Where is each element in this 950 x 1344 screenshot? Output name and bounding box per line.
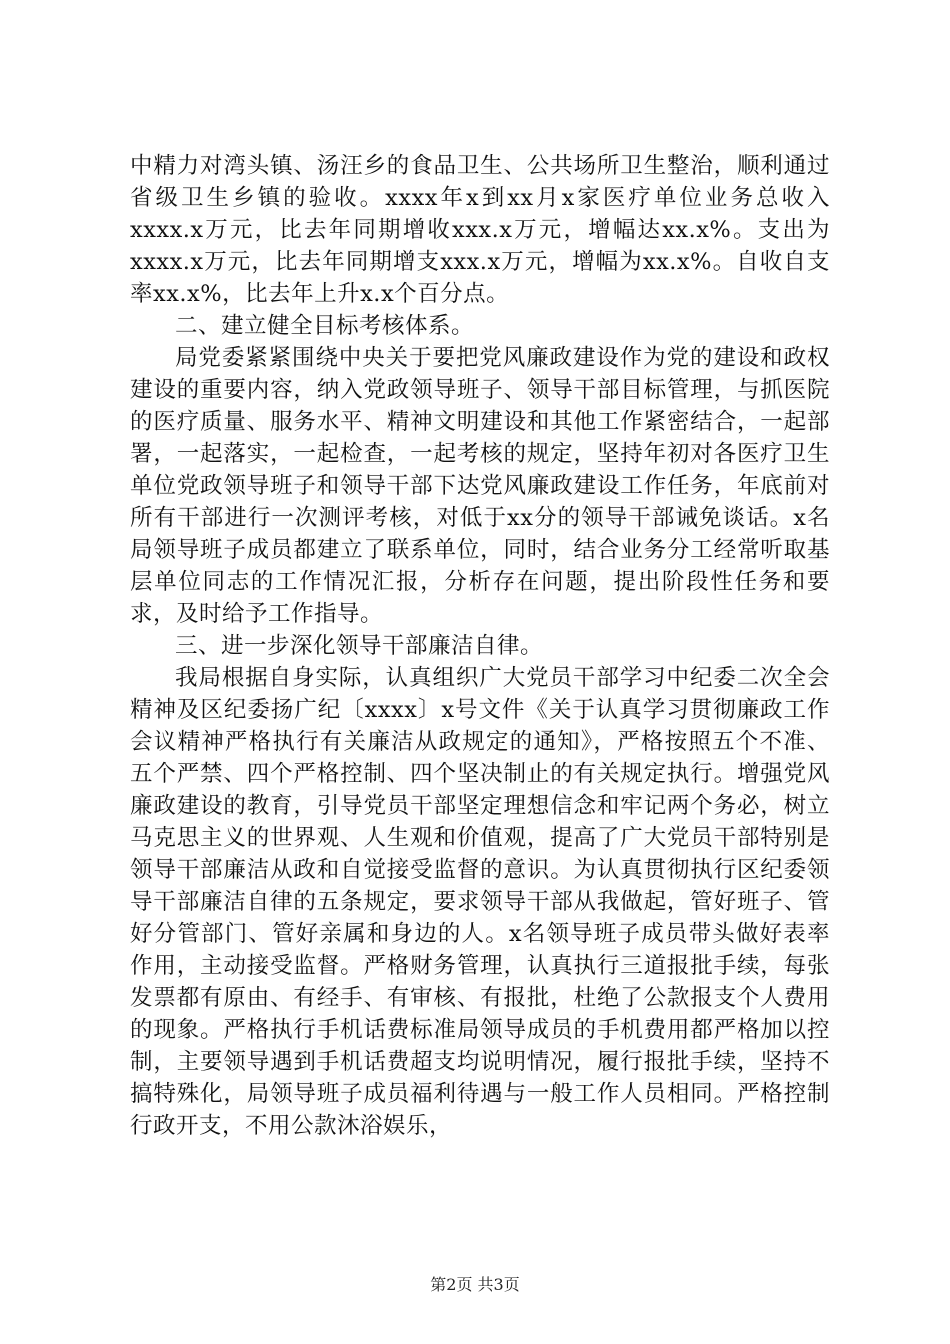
paragraph-target-assessment: 局党委紧紧围绕中央关于要把党风廉政建设作为党的建设和政权建设的重要内容，纳入党政领导班子、领导干部目标管理，与抓医院的医疗质量、服务水平、精神文明建设和其他工作紧密结合，一起部署，一起落实，一起检查，一起考核的规定，坚持年初对各医疗卫生单位党政领导班子和领导干部下达党风廉政建设工作任务，年底前对所有干部进行一次测评考核，对低于xx分的领导干部诫免谈话。x名局领导班子成员都建立了联系单位，同时，结合业务分工经常听取基层单位同志的工作情况汇报，分析存在问题，提出阶段性任务和要求，及时给予工作指导。 (130, 345, 830, 627)
section-heading-2: 二、建立健全目标考核体系。 (175, 313, 475, 339)
paragraph-continuation: 中精力对湾头镇、汤汪乡的食品卫生、公共场所卫生整治，顺利通过省级卫生乡镇的验收。xxxx年x到xx月x家医疗单位业务总收入xxxx.x万元，比去年同期增收xxx.x万元，增幅达xx.x%。支出为xxxx.x万元，比去年同期增支xxx.x万元，增幅为xx.x%。自收自支率xx.x%，比去年上升x.x个百分点。 (130, 153, 830, 307)
paragraph-self-discipline: 我局根据自身实际，认真组织广大党员干部学习中纪委二次全会精神及区纪委扬广纪〔xxxx〕x号文件《关于认真学习贯彻廉政工作会议精神严格执行有关廉洁从政规定的通知》，严格按照五个不准、五个严禁、四个严格控制、四个坚决制止的有关规定执行。增强党风廉政建设的教育，引导党员干部坚定理想信念和牢记两个务必，树立马克思主义的世界观、人生观和价值观，提高了广大党员干部特别是领导干部廉洁从政和自觉接受监督的意识。为认真贯彻执行区纪委领导干部廉洁自律的五条规定，要求领导干部从我做起，管好班子、管好分管部门、管好亲属和身边的人。x名领导班子成员带头做好表率作用，主动接受监督。严格财务管理，认真执行三道报批手续，每张发票都有原由、有经手、有审核、有报批，杜绝了公款报支个人费用的现象。严格执行手机话费标准局领导成员的手机费用都严格加以控制，主要领导遇到手机话费超支均说明情况，履行报批手续，坚持不搞特殊化，局领导班子成员福利待遇与一般工作人员相同。严格控制行政开支，不用公款沐浴娱乐， (130, 665, 830, 1139)
document-body (130, 150, 830, 1142)
page-number-footer: 第2页 共3页 (430, 1275, 520, 1294)
section-heading-3: 三、进一步深化领导干部廉洁自律。 (175, 633, 544, 659)
